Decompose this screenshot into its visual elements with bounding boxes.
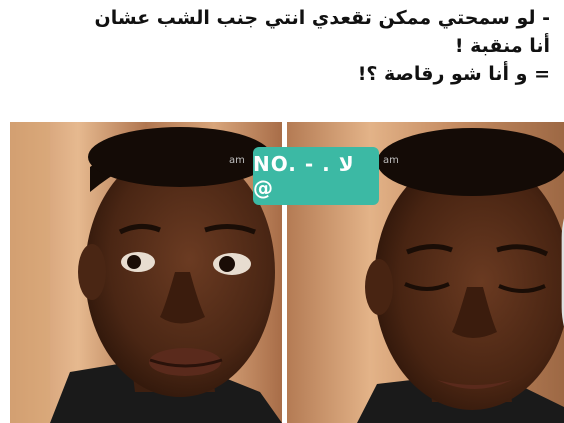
instagram-icon (540, 122, 564, 423)
watermark-text-left: am (229, 155, 245, 166)
caption-line-1: - لو سمحتي ممكن تقعدي انتي جنب الشب عشان (94, 7, 550, 29)
photo-panel-left (10, 122, 282, 423)
caption-line-3: = و أنا شو رقاصة ؟! (357, 63, 550, 85)
meme-caption (0, 0, 564, 118)
watermark-badge: NO. - . لا @ (253, 147, 379, 205)
caption-line-2: أنا منقبة ! (454, 35, 550, 57)
watermark-text-right: am (383, 155, 399, 166)
man-surprised-illustration (10, 122, 282, 423)
